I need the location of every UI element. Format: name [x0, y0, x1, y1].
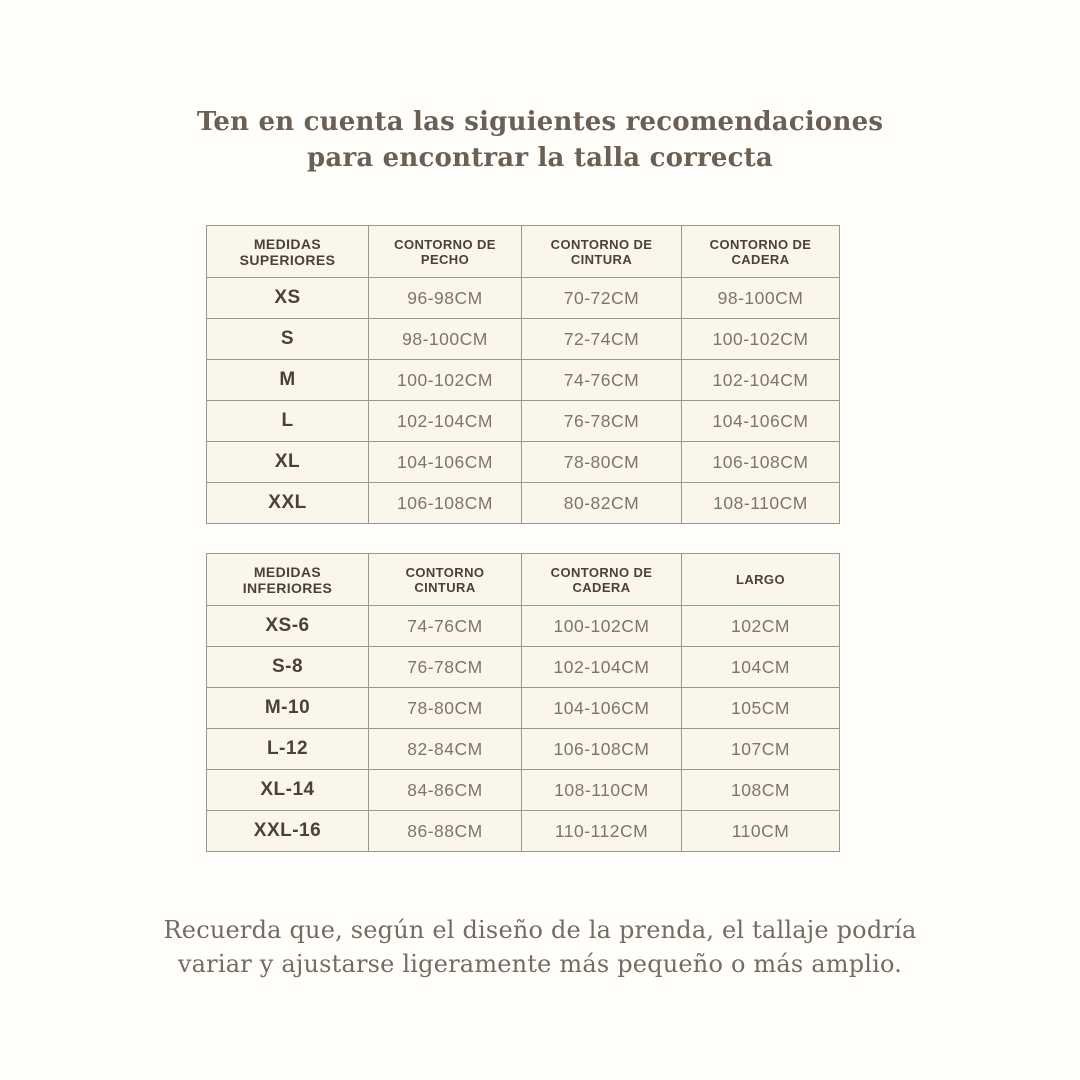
- measurement-value-cell: 86-88CM: [369, 811, 522, 852]
- table-row: [207, 319, 840, 360]
- measurement-value-cell: 84-86CM: [369, 770, 522, 811]
- footer-note: [0, 913, 1080, 981]
- table-row: [207, 770, 840, 811]
- header-cell: CONTORNO DE PECHO: [369, 226, 522, 278]
- table-row: [207, 278, 840, 319]
- size-label-cell: S-8: [207, 647, 369, 688]
- table-row: [207, 688, 840, 729]
- measurement-value-cell: 98-100CM: [369, 319, 522, 360]
- measurement-value-cell: 78-80CM: [522, 442, 682, 483]
- measurement-value-cell: 104-106CM: [682, 401, 840, 442]
- header-cell: CONTORNO DE CINTURA: [522, 226, 682, 278]
- measurement-value-cell: 102CM: [682, 606, 840, 647]
- size-label-cell: M: [207, 360, 369, 401]
- measurement-value-cell: 106-108CM: [369, 483, 522, 524]
- footer-note-line-1: Recuerda que, según el diseño de la prenda, el tallaje podría: [163, 916, 917, 944]
- table-row: [207, 729, 840, 770]
- measurement-value-cell: 102-104CM: [369, 401, 522, 442]
- measurement-value-cell: 104CM: [682, 647, 840, 688]
- table-row: [207, 811, 840, 852]
- measurement-value-cell: 98-100CM: [682, 278, 840, 319]
- measurement-value-cell: 108CM: [682, 770, 840, 811]
- table-row: [207, 647, 840, 688]
- measurement-value-cell: 82-84CM: [369, 729, 522, 770]
- size-label-cell: S: [207, 319, 369, 360]
- size-label-cell: L-12: [207, 729, 369, 770]
- page-title-line-1: Ten en cuenta las siguientes recomendaciones: [196, 107, 884, 137]
- size-label-cell: XXL-16: [207, 811, 369, 852]
- measurement-value-cell: 102-104CM: [682, 360, 840, 401]
- footer-note-line-2: variar y ajustarse ligeramente más pequeño o más amplio.: [177, 950, 903, 978]
- table-row: [207, 483, 840, 524]
- upper-measurements-table: [206, 225, 839, 524]
- page-title-line-2: para encontrar la talla correcta: [307, 143, 773, 173]
- size-label-cell: XS: [207, 278, 369, 319]
- size-label-cell: L: [207, 401, 369, 442]
- lower-measurements-table: [206, 553, 839, 852]
- size-label-cell: XL-14: [207, 770, 369, 811]
- table-row: [207, 606, 840, 647]
- header-cell: MEDIDAS SUPERIORES: [207, 226, 369, 278]
- measurement-value-cell: 108-110CM: [682, 483, 840, 524]
- header-cell: CONTORNO CINTURA: [369, 554, 522, 606]
- size-label-cell: M-10: [207, 688, 369, 729]
- measurement-value-cell: 110-112CM: [522, 811, 682, 852]
- measurement-value-cell: 96-98CM: [369, 278, 522, 319]
- measurement-value-cell: 102-104CM: [522, 647, 682, 688]
- measurement-value-cell: 106-108CM: [522, 729, 682, 770]
- measurement-value-cell: 100-102CM: [682, 319, 840, 360]
- table-row: [207, 360, 840, 401]
- measurement-value-cell: 100-102CM: [522, 606, 682, 647]
- measurement-value-cell: 76-78CM: [522, 401, 682, 442]
- measurement-value-cell: 108-110CM: [522, 770, 682, 811]
- measurement-value-cell: 76-78CM: [369, 647, 522, 688]
- measurement-value-cell: 106-108CM: [682, 442, 840, 483]
- measurement-value-cell: 110CM: [682, 811, 840, 852]
- measurement-value-cell: 70-72CM: [522, 278, 682, 319]
- table-header-row: [207, 554, 840, 606]
- table-row: [207, 401, 840, 442]
- header-cell: CONTORNO DE CADERA: [682, 226, 840, 278]
- medidas-inferiores-grid: [206, 553, 840, 852]
- header-cell: LARGO: [682, 554, 840, 606]
- measurement-value-cell: 105CM: [682, 688, 840, 729]
- measurement-value-cell: 72-74CM: [522, 319, 682, 360]
- size-label-cell: XS-6: [207, 606, 369, 647]
- size-label-cell: XL: [207, 442, 369, 483]
- measurement-value-cell: 100-102CM: [369, 360, 522, 401]
- measurement-value-cell: 74-76CM: [369, 606, 522, 647]
- header-cell: MEDIDAS INFERIORES: [207, 554, 369, 606]
- measurement-value-cell: 80-82CM: [522, 483, 682, 524]
- table-row: [207, 442, 840, 483]
- table-header-row: [207, 226, 840, 278]
- measurement-value-cell: 78-80CM: [369, 688, 522, 729]
- page-title: [0, 104, 1080, 176]
- measurement-value-cell: 104-106CM: [522, 688, 682, 729]
- measurement-value-cell: 74-76CM: [522, 360, 682, 401]
- size-label-cell: XXL: [207, 483, 369, 524]
- measurement-value-cell: 104-106CM: [369, 442, 522, 483]
- medidas-superiores-grid: [206, 225, 840, 524]
- header-cell: CONTORNO DE CADERA: [522, 554, 682, 606]
- measurement-value-cell: 107CM: [682, 729, 840, 770]
